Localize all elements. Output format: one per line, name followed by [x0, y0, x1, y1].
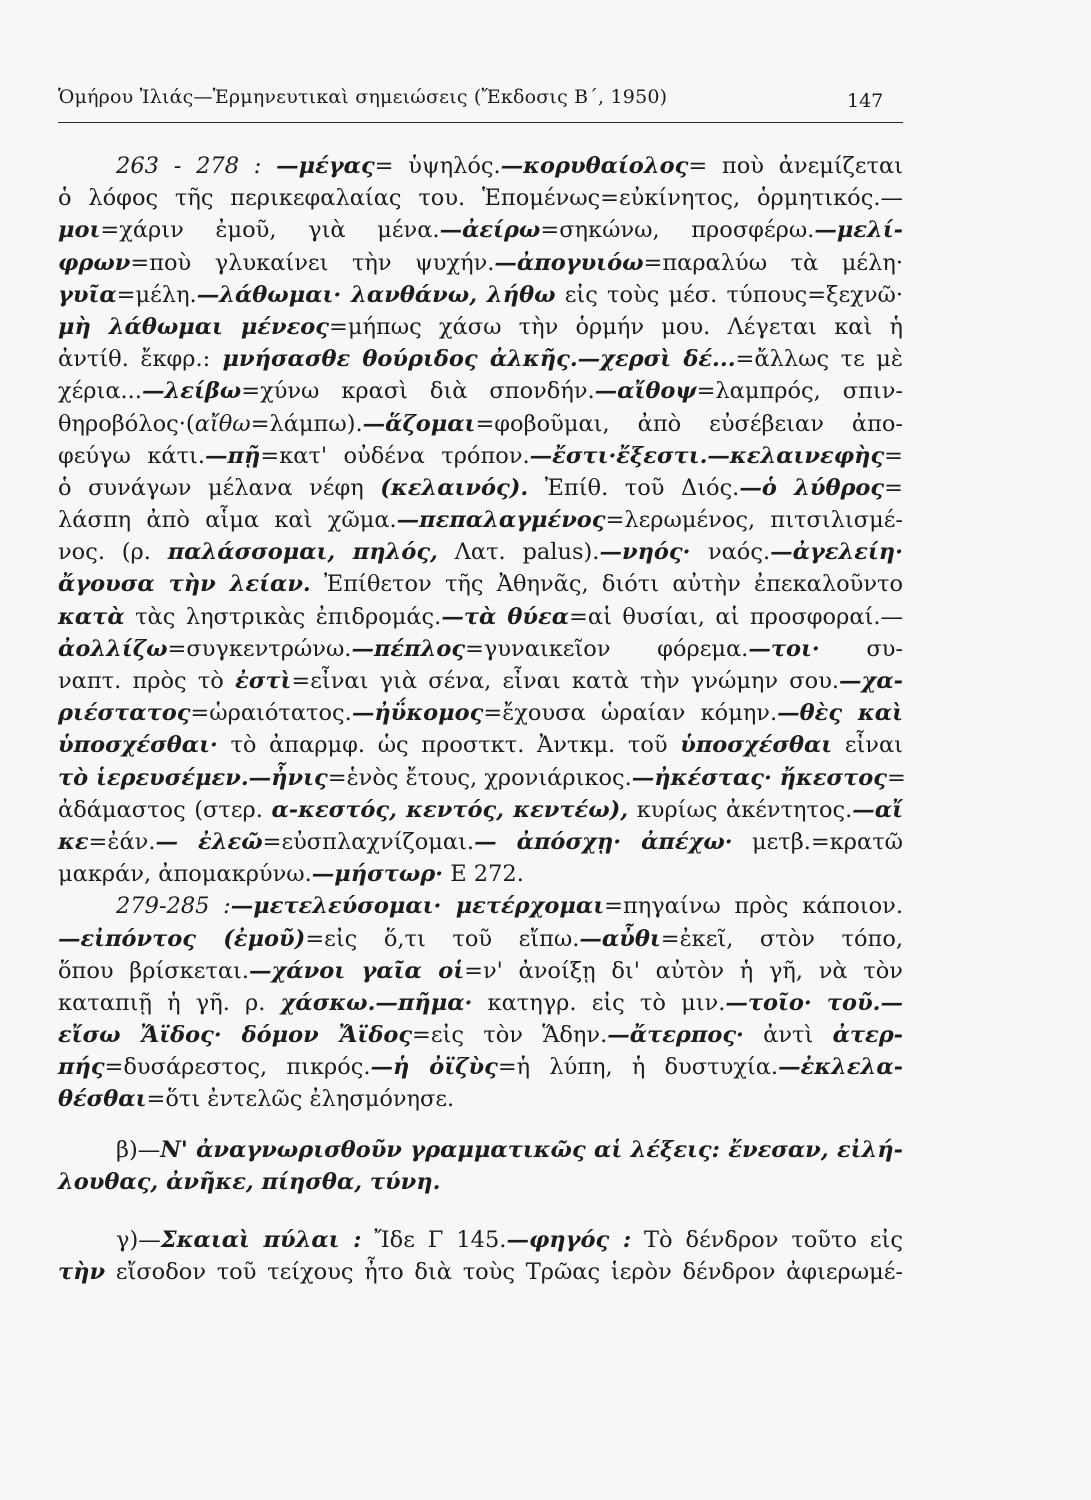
text-line: θέσθαι=ὅτι ἐντελῶς ἐλησμόνησε.	[58, 1086, 455, 1113]
text-line: γ)—Σκαιαὶ πύλαι : Ἴδε Γ 145.—φηγός : Τὸ δένδρον τοῦτο εἰς	[116, 1227, 903, 1253]
text-line: εἴσω Ἄϊδος· δόμον Ἄϊδος=εἰς τὸν Ἅδην.—ἄτερπος· ἀντὶ ἀτερ-	[58, 1022, 904, 1049]
text-line: γυῖα=μέλη.—λάθωμαι· λανθάνω, λήθω εἰς τοὺς μέσ. τύπους=ξεχνῶ·	[58, 281, 903, 308]
text-line: κατὰ τὰς ληστρικὰς ἐπιδρομάς.—τὰ θύεα=αἱ θυσίαι, αἱ προσφοραί.—	[58, 603, 903, 630]
text-line: —εἰπόντος (ἐμοῦ)=εἰς ὅ,τι τοῦ εἴπω.—αὖθι=ἐκεῖ, στὸν τόπο,	[58, 925, 904, 952]
text-line: φεύγω κάτι.—πῇ=κατ' οὐδένα τρόπον.—ἔστι·ἔξεστι.—κελαινεφὴς=	[58, 442, 904, 469]
text-line: μὴ λάθωμαι μένεος=μήπως χάσω τὴν ὁρμήν μου. Λέγεται καὶ ἡ	[58, 313, 903, 340]
text-line: ριέστατος=ὡραιότατος.—ἠΰκομος=ἔχουσα ὡραίαν κόμην.—θὲς καὶ	[58, 700, 903, 727]
text-line: ὑποσχέσθαι· τὸ ἀπαρμφ. ὡς προστκτ. Ἀντκμ. τοῦ ὑποσχέσθαι εἶναι	[58, 732, 904, 759]
text-line: θηροβόλος·(αἴθω=λάμπω).—ἅζομαι=φοβοῦμαι, ἀπὸ εὐσέβειαν ἀπο-	[58, 410, 903, 437]
running-title: Ὁμήρου Ἰλιάς—Ἑρμηνευτικαὶ σημειώσεις (Ἔκδοσις Β΄, 1950)	[58, 86, 668, 108]
text-line: λουθας, ἀνῆκε, πίησθα, τύνη.	[58, 1168, 441, 1195]
text-line: ἀντίθ. ἔκφρ.: μνήσασθε θούριδος ἀλκῆς.—χερσὶ δέ...=ἄλλως τε μὲ	[58, 346, 904, 373]
text-line: μοι=χάριν ἐμοῦ, γιὰ μένα.—ἀείρω=σηκώνω, προσφέρω.—μελί-	[58, 217, 903, 244]
text-line: νος. (ρ. παλάσσομαι, πηλός, Λατ. palus).—νηός· ναός.—ἀγελείη·	[58, 539, 903, 566]
text-line: ὅπου βρίσκεται.—χάνοι γαῖα οἱ=ν' ἀνοίξῃ δι' αὐτὸν ἡ γῆ, νὰ τὸν	[58, 957, 903, 984]
text-line: ἀολλίζω=συγκεντρώνω.—πέπλος=γυναικεῖον φόρεμα.—τοι· συ-	[58, 635, 904, 662]
section-gap	[58, 1116, 903, 1134]
text-line: κε=ἐάν.— ἐλεῶ=εὐσπλαχνίζομαι.— ἀπόσχῃ· ἀπέχω· μετβ.=κρατῶ	[58, 828, 904, 855]
text-line: 279-285 :—μετελεύσομαι· μετέρχομαι=πηγαίνω πρὸς κάποιον.	[116, 893, 903, 920]
text-line: πής=δυσάρεστος, πικρός.—ἡ ὀϊζὺς=ἡ λύπη, ἡ δυστυχία.—ἐκλελα-	[58, 1054, 903, 1081]
page-number: 147	[847, 90, 884, 112]
text-line: ἄγουσα τὴν λείαν. Ἐπίθετον τῆς Ἀθηνᾶς, διότι αὐτὴν ἐπεκαλοῦντο	[58, 571, 903, 598]
running-header	[58, 86, 906, 108]
text-line: λάσπη ἀπὸ αἷμα καὶ χῶμα.—πεπαλαγμένος=λερωμένος, πιτσιλισμέ-	[58, 507, 903, 534]
text-line: τὸ ἱερευσέμεν.—ἦνις=ἑνὸς ἔτους, χρονιάρικος.—ἠκέστας· ἤκεστος=	[58, 764, 906, 791]
text-line: ναπτ. πρὸς τὸ ἐστὶ=εἶναι γιὰ σένα, εἶναι κατὰ τὴν γνώμην σου.—χα-	[58, 668, 903, 694]
text-line: χέρια...—λείβω=χύνω κρασὶ διὰ σπονδήν.—αἴθοψ=λαμπρός, σπιν-	[58, 378, 903, 405]
text-line: τὴν εἴσοδον τοῦ τείχους ἦτο διὰ τοὺς Τρῶας ἱερὸν δένδρον ἀφιερωμέ-	[58, 1259, 903, 1286]
text-line: β)—Ν' ἀναγνωρισθοῦν γραμματικῶς αἱ λέξεις: ἔνεσαν, εἰλή-	[116, 1136, 903, 1163]
text-line: ὁ συνάγων μέλανα νέφη (κελαινός). Ἐπίθ. τοῦ Διός.—ὁ λύθρος=	[58, 474, 903, 501]
text-line: καταπιῇ ἡ γῆ. ρ. χάσκω.—πῆμα· κατηγρ. εἰς τὸ μιν.—τοῖο· τοῦ.—	[58, 989, 904, 1016]
header-rule	[58, 122, 903, 123]
text-line: 263 - 278 : —μέγας= ὑψηλός.—κορυθαίολος= ποὺ ἀνεμίζεται	[116, 153, 903, 179]
text-line: φρων=ποὺ γλυκαίνει τὴν ψυχήν.—ἀπογυιόω=παραλύω τὰ μέλη·	[58, 249, 903, 276]
text-line: ἀδάμαστος (στερ. α-κεστός, κεντός, κεντέω), κυρίως ἀκέντητος.—αἴ	[58, 796, 903, 823]
section-gap	[58, 1198, 903, 1224]
text-line: μακράν, ἀπομακρύνω.—μήστωρ· Ε 272.	[58, 861, 524, 888]
text-line: ὁ λόφος τῆς περικεφαλαίας του. Ἑπομένως=εὐκίνητος, ὁρμητικός.—	[58, 185, 903, 212]
commentary-text	[58, 150, 906, 1288]
